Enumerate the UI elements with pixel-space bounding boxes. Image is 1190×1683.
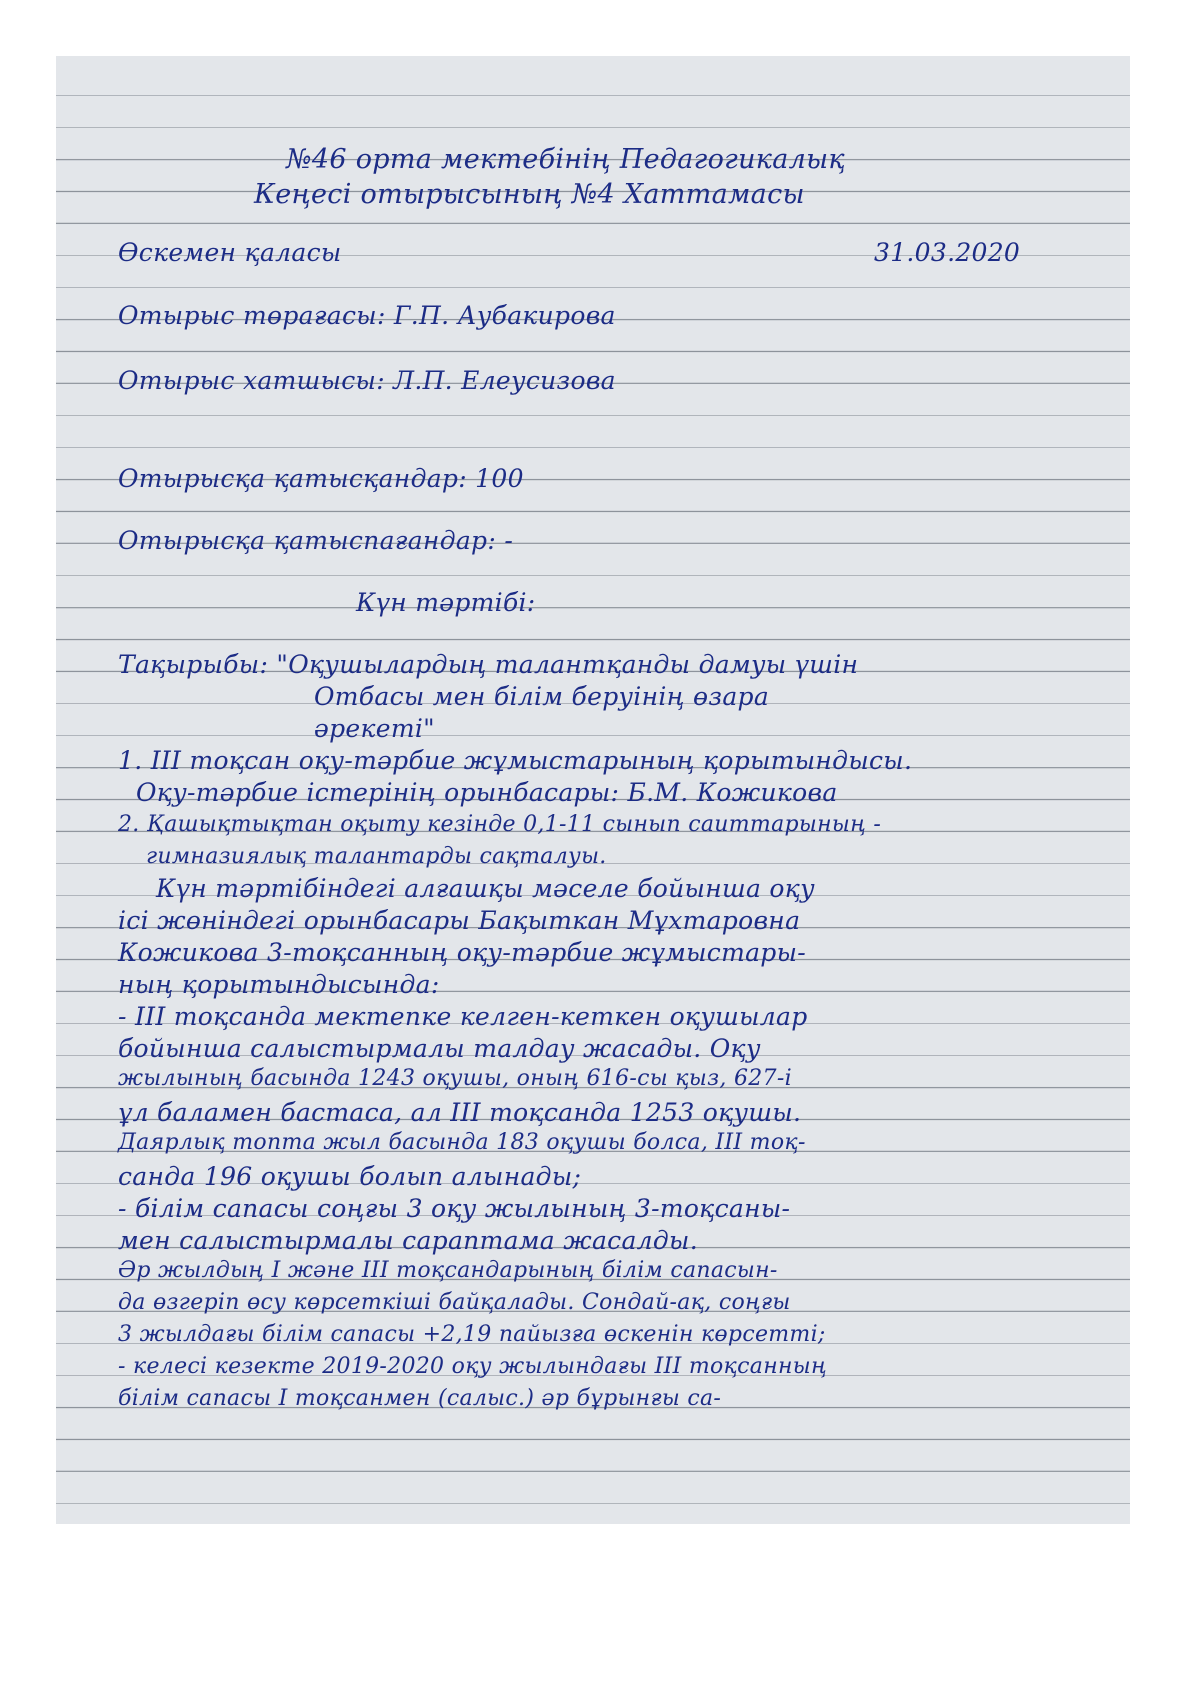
body-line-5: - III тоқсанда мектепке келген-кеткен оқушылар xyxy=(118,1002,808,1031)
body-line-9: Даярлық топта жыл басында 183 оқушы болса, III тоқ- xyxy=(118,1130,806,1155)
agenda-item-1-line-1: 1. III тоқсан оқу-тәрбие жұмыстарының қорытындысы. xyxy=(118,746,913,775)
date: 31.03.2020 xyxy=(874,238,1021,267)
body-line-17: білім сапасы I тоқсанмен (салыс.) әр бұрынғы са- xyxy=(118,1386,722,1411)
body-line-4: ның қорытындысында: xyxy=(118,970,440,999)
agenda-topic-line-3: әрекеті" xyxy=(314,714,435,743)
body-line-16: - келесі кезекте 2019-2020 оқу жылындағы III тоқсанның xyxy=(118,1354,827,1379)
agenda-item-2-line-2: гимназиялық талантарды сақталуы. xyxy=(146,844,607,869)
body-line-15: 3 жылдағы білім сапасы +2,19 пайызға өскенін көрсетті; xyxy=(118,1322,826,1347)
body-line-2: ісі жөніндегі орынбасары Бақыткан Мұхтаровна xyxy=(118,906,801,935)
chair: Отырыс төрағасы: Г.П. Аубакирова xyxy=(118,301,616,330)
agenda-item-2-line-1: 2. Қашықтықтан оқыту кезінде 0,1-11 сынып саиттарының - xyxy=(118,812,882,837)
secretary: Отырыс хатшысы: Л.П. Елеусизова xyxy=(118,366,616,395)
body-line-14: да өзгеріп өсу көрсеткіші байқалады. Сондай-ақ, соңғы xyxy=(118,1290,791,1315)
attendees-present: Отырысқа қатысқандар: 100 xyxy=(118,464,524,493)
agenda-topic-line-2: Отбасы мен білім беруінің өзара xyxy=(314,682,770,711)
body-line-1: Күн тәртібіндегі алғашқы мәселе бойынша оқу xyxy=(156,874,815,903)
title-line-2: Кеңесі отырысының №4 Хаттамасы xyxy=(254,179,805,210)
attendees-absent: Отырысқа қатыспағандар: - xyxy=(118,526,514,555)
body-line-7: жылының басында 1243 оқушы, оның 616-сы қыз, 627-і xyxy=(118,1066,792,1091)
agenda-item-1-line-2: Оқу-тәрбие істерінің орынбасары: Б.М. Кожикова xyxy=(136,778,838,807)
body-line-10: санда 196 оқушы болып алынады; xyxy=(118,1162,582,1191)
body-line-8: ұл баламен бастаса, ал III тоқсанда 1253 оқушы. xyxy=(118,1098,802,1127)
agenda-topic-line-1: Тақырыбы: "Оқушылардың талантқанды дамуы үшін xyxy=(118,650,859,679)
lined-notebook-page xyxy=(56,56,1130,1524)
body-line-11: - білім сапасы соңғы 3 оқу жылының 3-тоқсаны- xyxy=(118,1194,791,1223)
title-line-1: №46 орта мектебінің Педагогикалық xyxy=(286,144,846,175)
body-line-6: бойынша салыстырмалы талдау жасады. Оқу xyxy=(118,1034,761,1063)
agenda-heading: Күн тәртібі: xyxy=(356,588,536,617)
city: Өскемен қаласы xyxy=(118,238,342,267)
body-line-13: Әр жылдың I және III тоқсандарының білім сапасын- xyxy=(118,1258,778,1283)
body-line-12: мен салыстырмалы сараптама жасалды. xyxy=(118,1226,698,1255)
body-line-3: Кожикова 3-тоқсанның оқу-тәрбие жұмыстары- xyxy=(118,938,807,967)
